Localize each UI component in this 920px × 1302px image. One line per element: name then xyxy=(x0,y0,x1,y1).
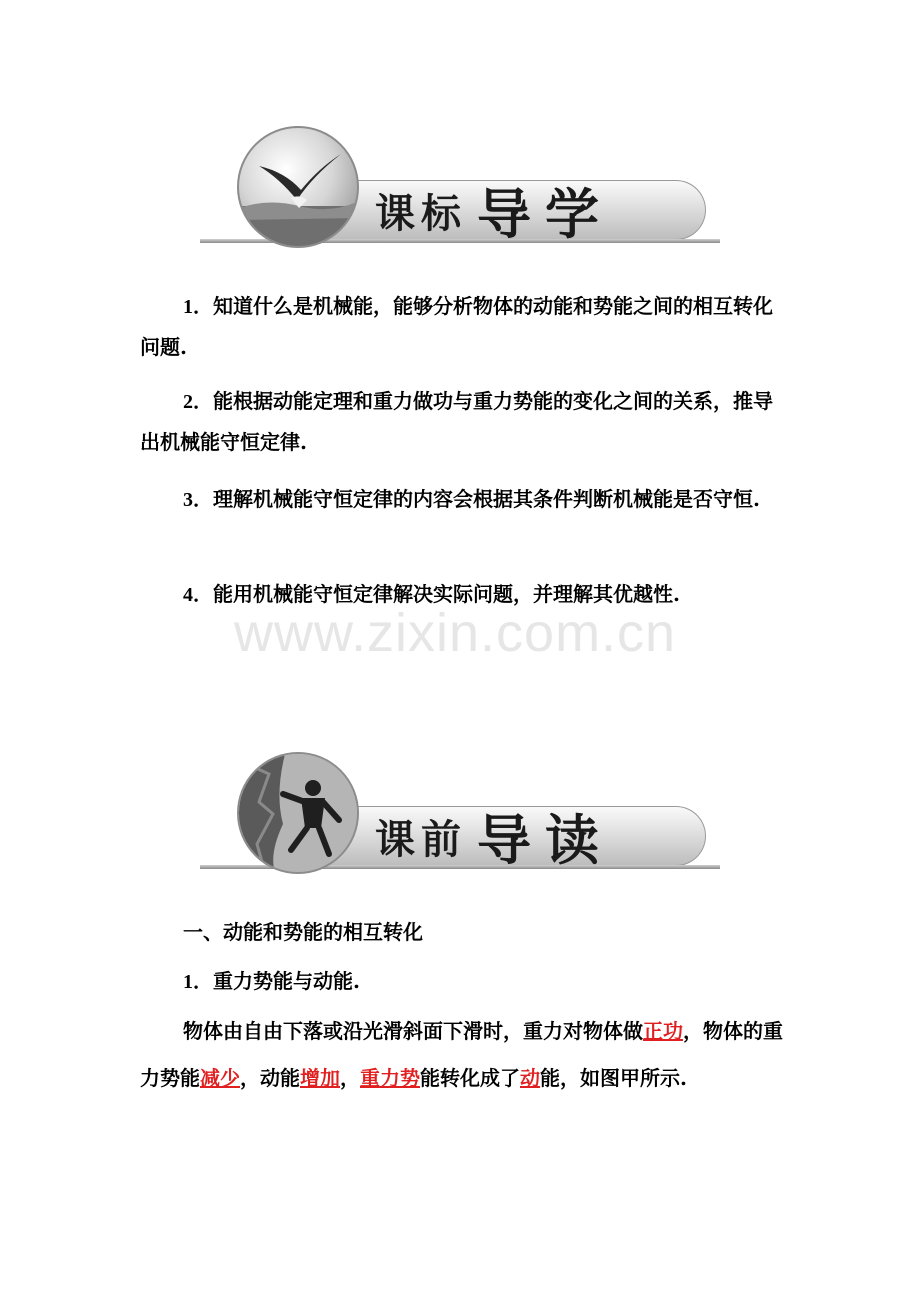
objective-number: 3． xyxy=(183,489,213,511)
answer-blank: 减少 xyxy=(200,1066,240,1090)
body-paragraph xyxy=(140,1008,785,1102)
objective-text: 能用机械能守恒定律解决实际问题，并理解其优越性. xyxy=(213,582,680,606)
subheading-number: 1． xyxy=(183,971,213,993)
answer-blank: 增加 xyxy=(300,1066,340,1090)
banner-keqian-daodu xyxy=(195,748,725,878)
section-heading: 一、动能和势能的相互转化 xyxy=(183,920,423,944)
subheading xyxy=(140,961,785,1002)
body-text: ，物体的重力势能 xyxy=(140,1019,783,1090)
objective-text: 知道什么是机械能，能够分析物体的动能和势能之间的相互转化问题. xyxy=(140,294,773,359)
banner-title xyxy=(375,808,613,872)
watermark: www.zixin.com.cn xyxy=(234,603,677,663)
subheading-text: 重力势能与动能. xyxy=(213,969,360,993)
objective-number: 1． xyxy=(183,296,213,318)
objective-2 xyxy=(140,381,785,462)
objective-number: 2． xyxy=(183,391,213,413)
objective-1 xyxy=(140,286,785,367)
banner-kebiao-daoxue xyxy=(195,122,725,252)
climber-icon xyxy=(237,752,359,874)
objective-number: 4． xyxy=(183,584,213,606)
answer-blank: 动 xyxy=(520,1066,540,1090)
body-text: 物体由自由下落或沿光滑斜面下滑时，重力对物体做 xyxy=(183,1019,643,1043)
seagull-icon xyxy=(237,126,359,248)
objective-3 xyxy=(140,479,785,520)
objective-text: 理解机械能守恒定律的内容会根据其条件判断机械能是否守恒. xyxy=(213,487,760,511)
banner-title xyxy=(375,182,613,246)
body-text: 能转化成了 xyxy=(420,1066,520,1090)
body-text: ，动能 xyxy=(240,1066,300,1090)
answer-blank: 正功 xyxy=(643,1019,683,1043)
body-text: 能，如图甲所示. xyxy=(540,1066,687,1090)
banner-title-part-b: 导读 xyxy=(477,808,613,872)
answer-blank: 重力势 xyxy=(360,1066,420,1090)
banner-title-part-a: 课前 xyxy=(375,816,467,863)
objective-text: 能根据动能定理和重力做功与重力势能的变化之间的关系，推导出机械能守恒定律. xyxy=(140,389,773,454)
body-text: ， xyxy=(340,1066,360,1090)
banner-title-part-b: 导学 xyxy=(477,182,613,246)
banner-title-part-a: 课标 xyxy=(375,190,467,237)
